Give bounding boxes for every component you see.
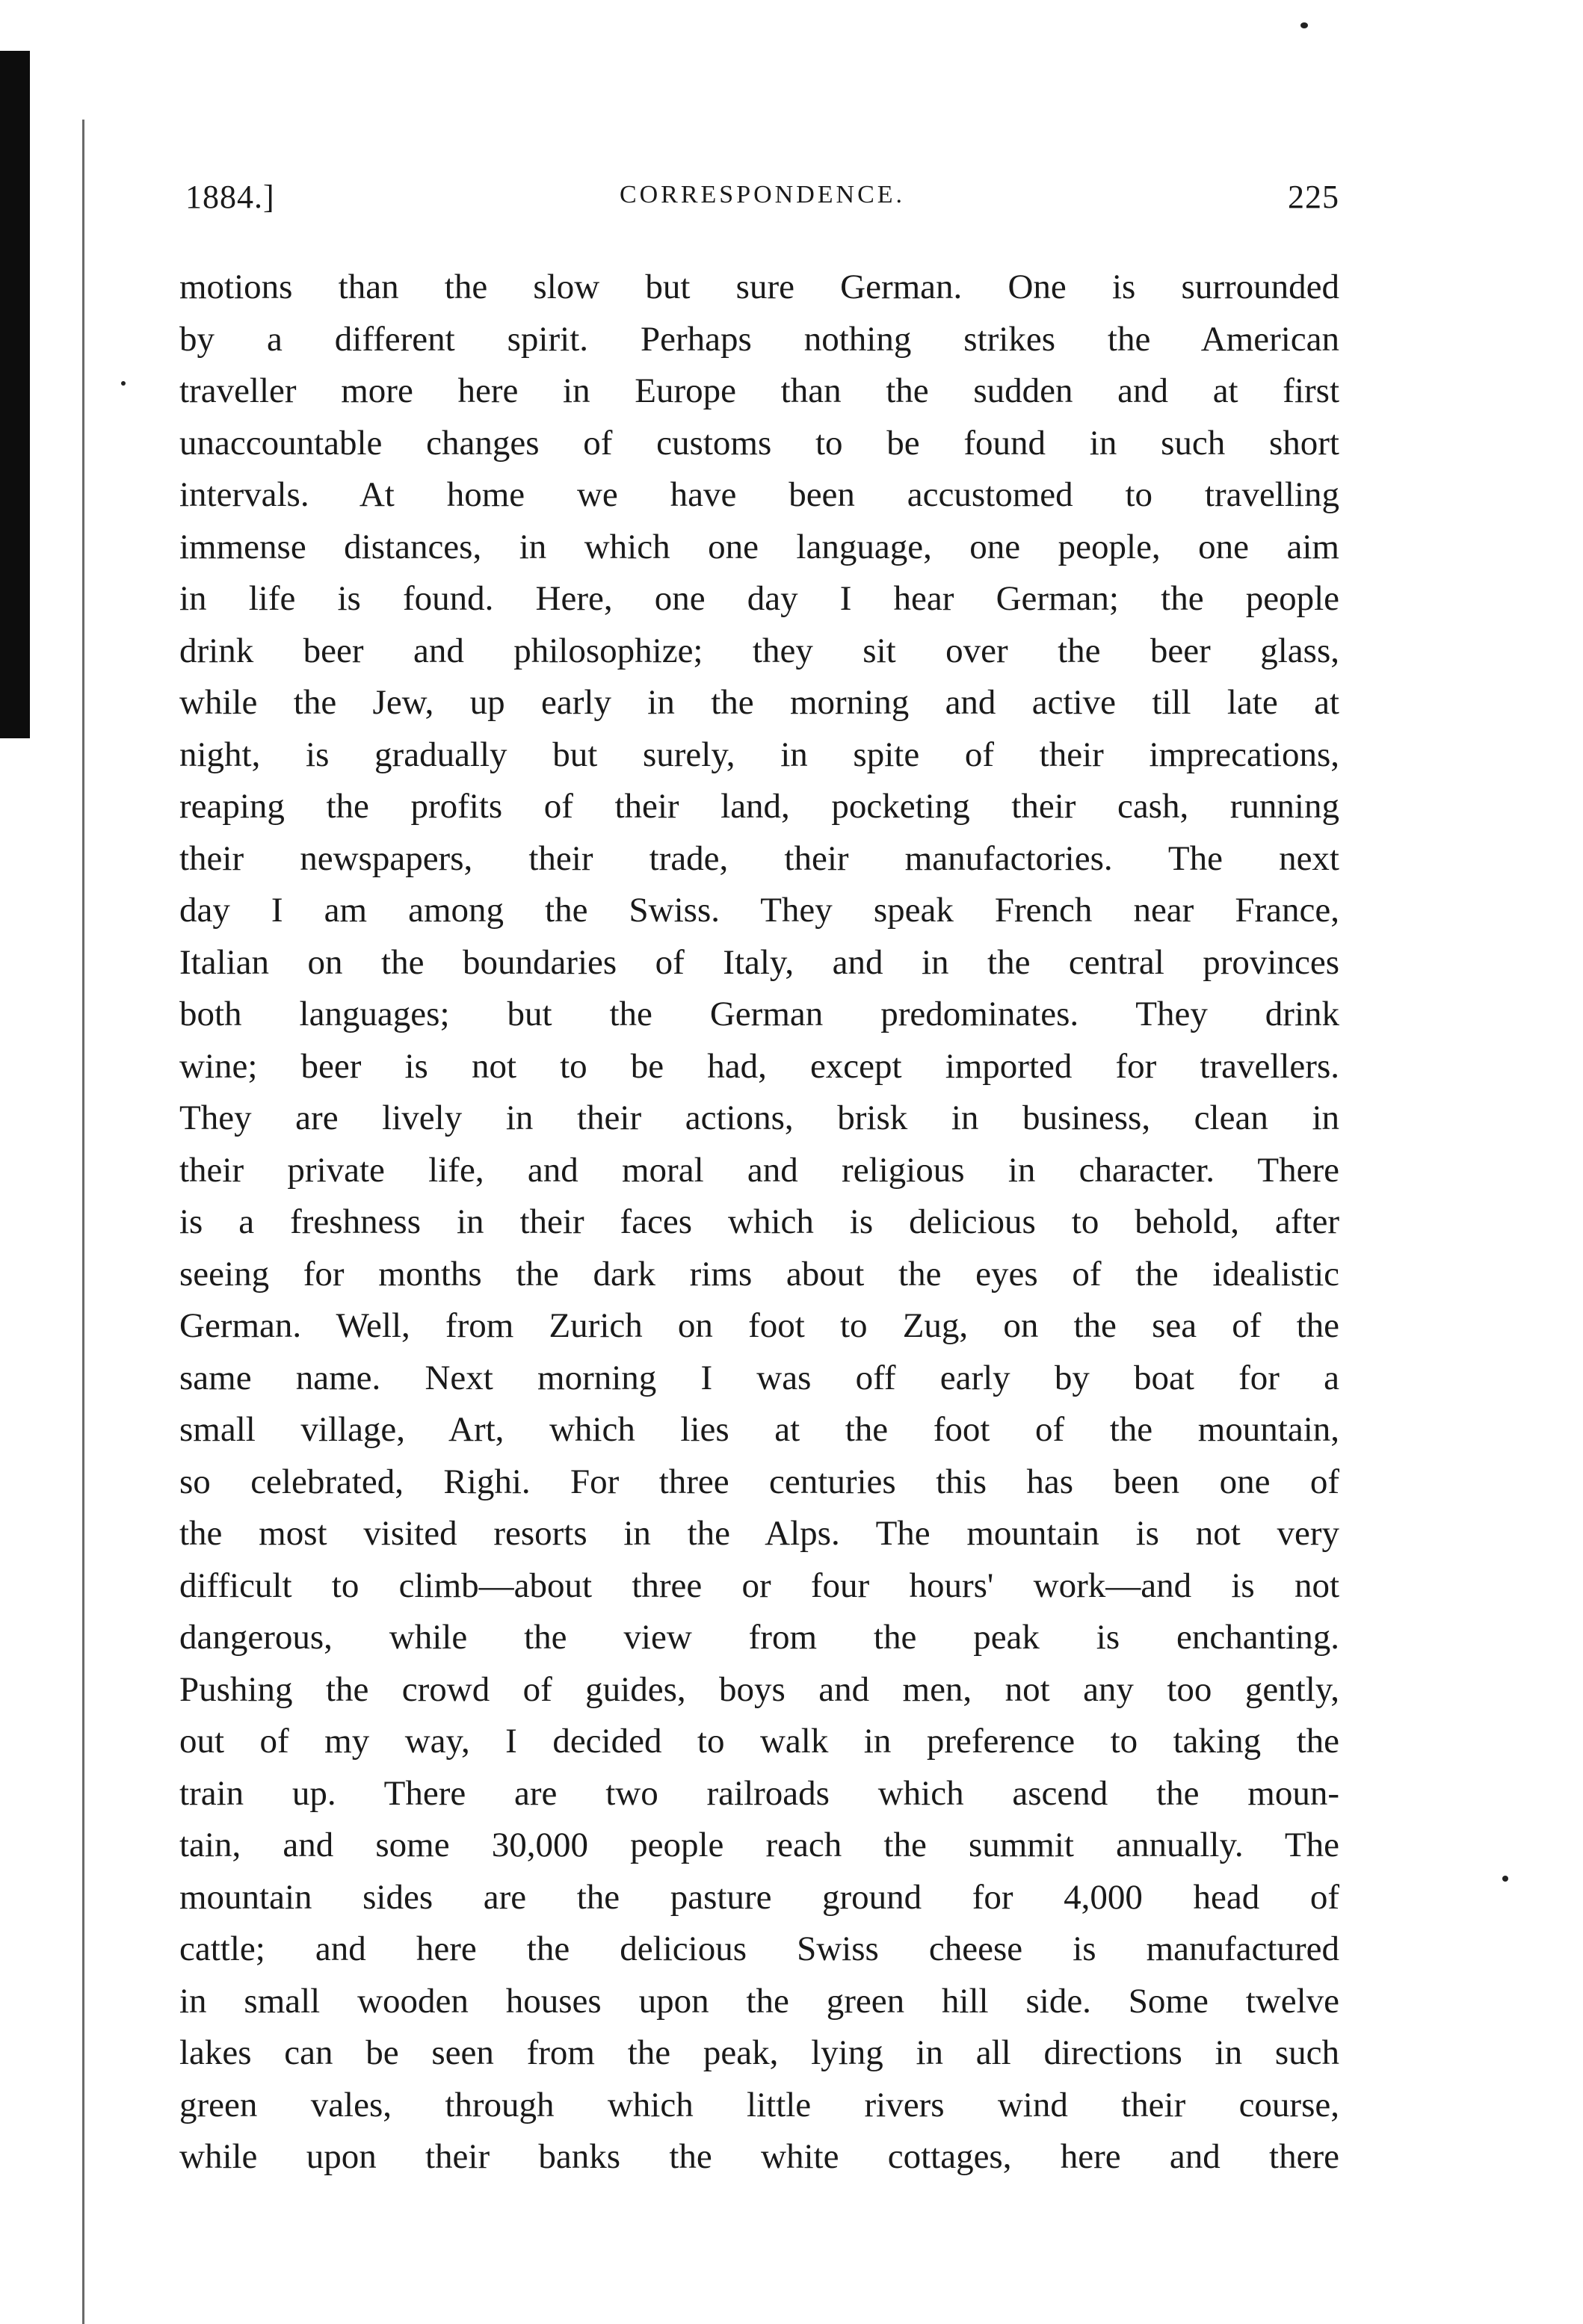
text-line: dangerous, while the view from the peak is enchanting. <box>179 1618 1339 1657</box>
text-line: day I am among the Swiss. They speak French near France, <box>179 891 1339 930</box>
scan-speck <box>1300 22 1308 28</box>
text-line: immense distances, in which one language, one people, one aim <box>179 527 1339 566</box>
text-line: by a different spirit. Perhaps nothing strikes the American <box>179 319 1339 359</box>
page-number: 225 <box>1288 179 1339 215</box>
text-line: wine; beer is not to be had, except imported for travellers. <box>179 1046 1339 1086</box>
text-line: in small wooden houses upon the green hill side. Some twelve <box>179 1981 1339 2021</box>
text-line: unaccountable changes of customs to be found in such short <box>179 423 1339 463</box>
text-line: Pushing the crowd of guides, boys and men, not any too gently, <box>179 1669 1339 1709</box>
text-line: their private life, and moral and religious in character. There <box>179 1150 1339 1190</box>
text-line: cattle; and here the delicious Swiss cheese is manufactured <box>179 1929 1339 1968</box>
body-text <box>179 262 1339 2184</box>
text-line: small village, Art, which lies at the foot of the mountain, <box>179 1410 1339 1449</box>
text-line: difficult to climb—about three or four hours' work—and is not <box>179 1566 1339 1605</box>
text-line: motions than the slow but sure German. One is surrounded <box>179 268 1339 306</box>
running-head <box>185 178 1339 230</box>
text-line: green vales, through which little rivers wind their course, <box>179 2085 1339 2124</box>
text-line: train up. There are two railroads which ascend the moun- <box>179 1773 1339 1813</box>
text-line: night, is gradually but surely, in spite of their imprecations, <box>179 735 1339 774</box>
running-head-year: 1884.] <box>185 179 275 215</box>
text-line: They are lively in their actions, brisk in business, clean in <box>179 1098 1339 1137</box>
scan-edge-line <box>82 120 84 2324</box>
text-line: both languages; but the German predominates. They drink <box>179 995 1339 1033</box>
text-line: while the Jew, up early in the morning and active till late at <box>179 683 1339 722</box>
text-line: drink beer and philosophize; they sit over the beer glass, <box>179 631 1339 670</box>
text-line: mountain sides are the pasture ground for 4,000 head of <box>179 1877 1339 1917</box>
text-line: reaping the profits of their land, pocketing their cash, running <box>179 787 1339 826</box>
text-line: intervals. At home we have been accustomed to travelling <box>179 475 1339 514</box>
scan-speck <box>121 381 126 386</box>
text-line: lakes can be seen from the peak, lying in all directions in such <box>179 2033 1339 2072</box>
text-line: their newspapers, their trade, their manufactories. The next <box>179 838 1339 878</box>
running-head-title: CORRESPONDENCE. <box>619 181 906 208</box>
text-line: so celebrated, Righi. For three centuries this has been one of <box>179 1462 1339 1501</box>
text-line: Italian on the boundaries of Italy, and in the central provinces <box>179 942 1339 982</box>
text-line: tain, and some 30,000 people reach the summit annually. The <box>179 1826 1339 1864</box>
text-line: seeing for months the dark rims about the eyes of the idealistic <box>179 1254 1339 1294</box>
text-line: while upon their banks the white cottages, here and there <box>179 2137 1339 2176</box>
scan-speck <box>1502 1876 1508 1882</box>
text-line: German. Well, from Zurich on foot to Zug, on the sea of the <box>179 1306 1339 1345</box>
text-line: same name. Next morning I was off early by boat for a <box>179 1358 1339 1397</box>
text-line: the most visited resorts in the Alps. The mountain is not very <box>179 1514 1339 1553</box>
text-line: out of my way, I decided to walk in preference to taking the <box>179 1722 1339 1761</box>
scan-edge-shadow <box>0 51 30 738</box>
text-line: in life is found. Here, one day I hear German; the people <box>179 579 1339 618</box>
text-line: is a freshness in their faces which is delicious to behold, after <box>179 1202 1339 1241</box>
text-line: traveller more here in Europe than the sudden and at first <box>179 371 1339 410</box>
